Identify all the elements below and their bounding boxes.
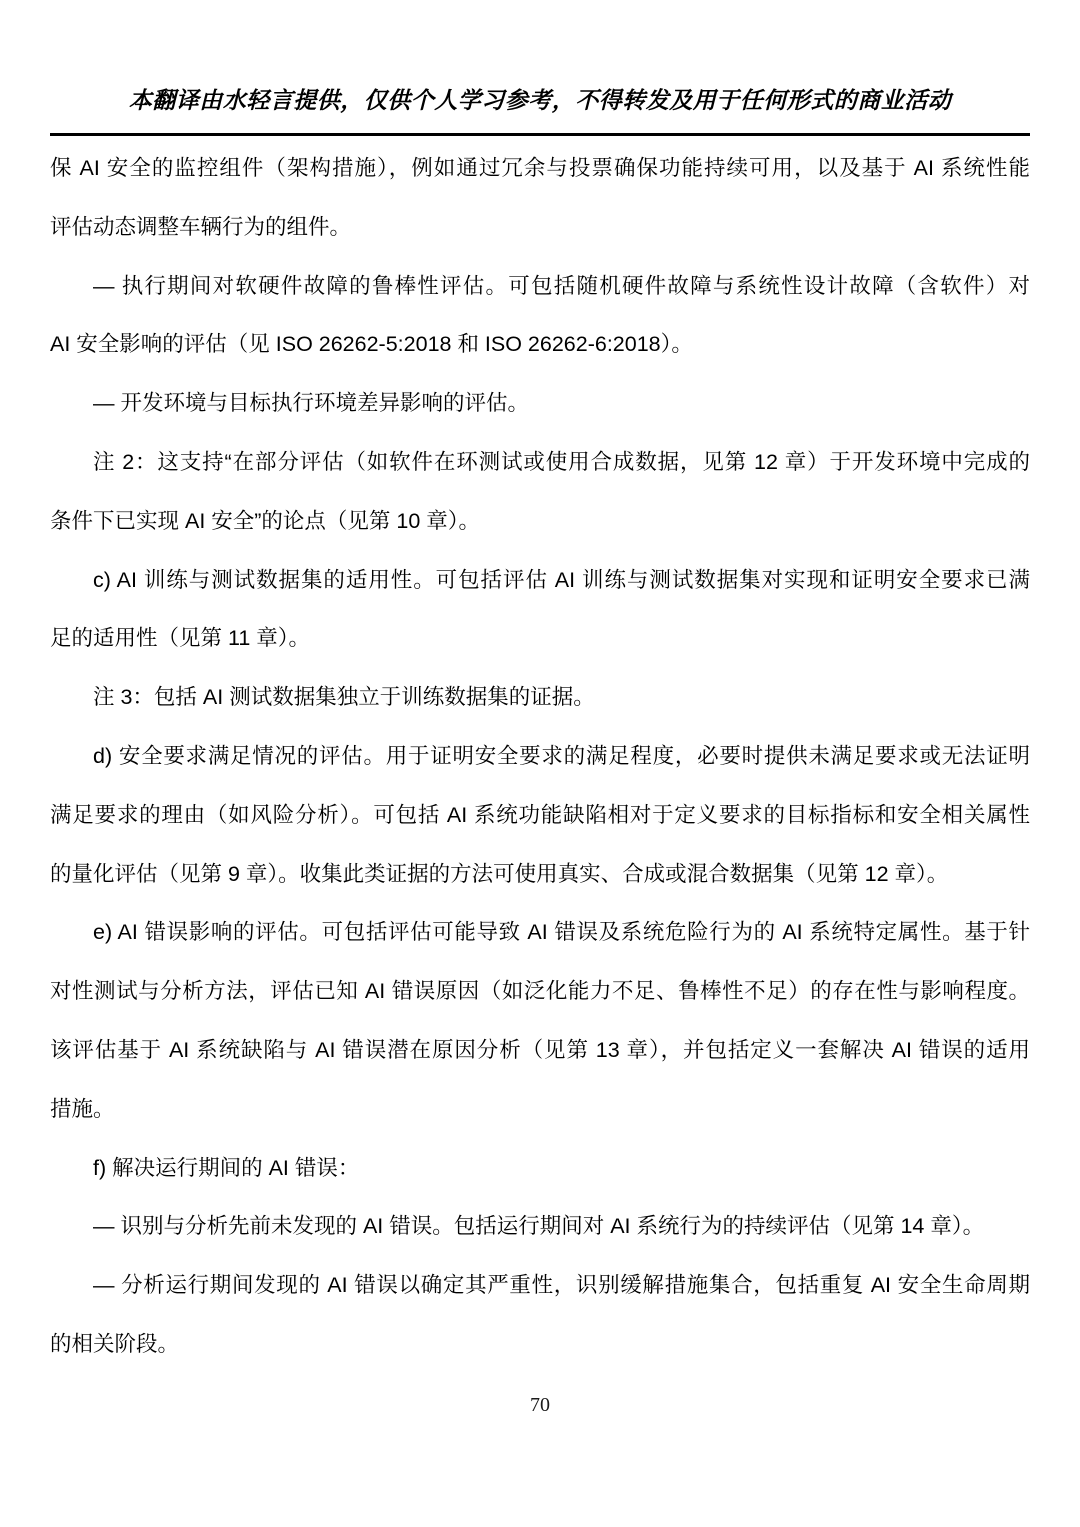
- body-line: — 执行期间对软硬件故障的鲁棒性评估。可包括随机硬件故障与系统性设计故障（含软件）对: [93, 273, 1030, 298]
- body-line: 该评估基于 AI 系统缺陷与 AI 错误潜在原因分析（见第 13 章），并包括定义一套解决 AI 错误的适用: [50, 1037, 1030, 1062]
- body-line: — 开发环境与目标执行环境差异影响的评估。: [93, 391, 529, 416]
- body-line: 满足要求的理由（如风险分析）。可包括 AI 系统功能缺陷相对于定义要求的目标指标和安全相关属性: [50, 802, 1030, 827]
- translation-disclaimer-header: 本翻译由水轻言提供，仅供个人学习参考，不得转发及用于任何形式的商业活动: [128, 87, 952, 113]
- body-line: 保 AI 安全的监控组件（架构措施），例如通过冗余与投票确保功能持续可用，以及基于 AI 系统性能: [50, 156, 1030, 180]
- body-line: — 识别与分析先前未发现的 AI 错误。包括运行期间对 AI 系统行为的持续评估（见第 14 章）。: [93, 1214, 985, 1239]
- body-line: 注 2：这支持“在部分评估（如软件在环测试或使用合成数据，见第 12 章）于开发环境中完成的: [93, 449, 1030, 474]
- page-number: 70: [530, 1394, 550, 1416]
- body-line: 措施。: [50, 1096, 115, 1121]
- body-line: e) AI 错误影响的评估。可包括评估可能导致 AI 错误及系统危险行为的 AI 系统特定属性。基于针: [93, 920, 1030, 945]
- body-line: f) 解决运行期间的 AI 错误：: [93, 1155, 360, 1180]
- header-divider-line: [50, 133, 1030, 136]
- body-line: c) AI 训练与测试数据集的适用性。可包括评估 AI 训练与测试数据集对实现和证明安全要求已满: [93, 567, 1030, 592]
- document-body: [50, 139, 1030, 1374]
- body-line: 的相关阶段。: [50, 1331, 180, 1356]
- body-line: d) 安全要求满足情况的评估。用于证明安全要求的满足程度，必要时提供未满足要求或无法证明: [93, 743, 1030, 768]
- body-line: 足的适用性（见第 11 章）。: [50, 626, 311, 651]
- body-line: AI 安全影响的评估（见 ISO 26262-5:2018 和 ISO 26262-6:2018）。: [50, 332, 693, 357]
- body-line: 评估动态调整车辆行为的组件。: [50, 214, 352, 239]
- body-line: 注 3：包括 AI 测试数据集独立于训练数据集的证据。: [93, 685, 595, 710]
- body-line: 条件下已实现 AI 安全”的论点（见第 10 章）。: [50, 508, 481, 533]
- body-line: 的量化评估（见第 9 章）。收集此类证据的方法可使用真实、合成或混合数据集（见第 12 章）。: [50, 861, 949, 886]
- body-line: 对性测试与分析方法，评估已知 AI 错误原因（如泛化能力不足、鲁棒性不足）的存在性与影响程度。: [50, 979, 1030, 1004]
- body-line: — 分析运行期间发现的 AI 错误以确定其严重性，识别缓解措施集合，包括重复 AI 安全生命周期: [93, 1273, 1030, 1298]
